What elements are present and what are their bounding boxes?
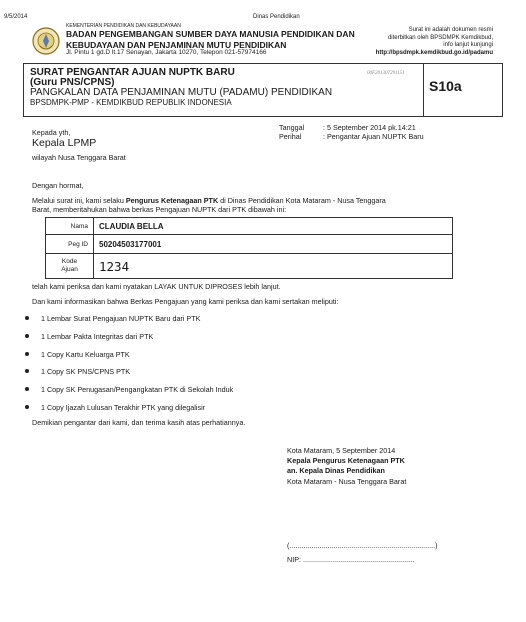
attachment-list: [23, 314, 233, 421]
print-header-title: Dinas Pendidikan: [253, 14, 300, 20]
document-code: 00F201307291151: [367, 71, 405, 76]
signature-nip-line: NIP: ........................................................: [287, 555, 415, 564]
recipient-region: wilayah Nusa Tenggara Barat: [32, 153, 126, 162]
agency-name-line1: BADAN PENGEMBANGAN SUMBER DAYA MANUSIA PENDIDIKAN DAN: [66, 29, 355, 39]
date-label: Tanggal: [279, 123, 305, 132]
peg-id-value: 50204503177001: [94, 235, 453, 254]
date-value: : 5 September 2014 pk.14:21: [323, 123, 416, 132]
ptk-table: [45, 217, 453, 279]
attachments-intro: Dan kami informasikan bahwa Berkas Pengajuan yang kami periksa dan kami sertakan meliputi:: [32, 297, 339, 306]
peg-id-label: Peg ID: [46, 235, 94, 254]
bullet-icon: [25, 316, 29, 320]
note-line1: Surat ini adalah dokumen resmi: [408, 27, 493, 33]
letter-title: SURAT PENGANTAR AJUAN NUPTK BARU: [30, 67, 235, 78]
attachment-label: 1 Copy Ijazah Lulusan Terakhir PTK yang dilegalisir: [41, 402, 206, 412]
intro-paragraph-line2: Barat, memberitahukan bahwa berkas Pengajuan NUPTK dari PTK dibawah ini:: [32, 205, 287, 214]
bullet-icon: [25, 334, 29, 338]
name-value: CLAUDIA BELLA: [94, 218, 453, 235]
note-url[interactable]: http://bpsdmpk.kemdikbud.go.id/padamu: [375, 49, 493, 56]
institution-name: BPSDMPK-PMP - KEMDIKBUD REPUBLIK INDONESIA: [30, 98, 232, 107]
bullet-icon: [25, 369, 29, 373]
letter-title-box: [23, 63, 503, 117]
note-line3: info lanjut kunjungi: [443, 42, 493, 48]
attachment-label: 1 Copy SK PNS/CPNS PTK: [41, 367, 131, 377]
list-item: [23, 367, 233, 385]
title-divider: [423, 64, 424, 116]
salutation: Dengan hormat,: [32, 181, 84, 190]
intro-role: Pengurus Ketenagaan PTK: [125, 196, 219, 205]
bullet-icon: [25, 387, 29, 391]
intro-paragraph-line1: [32, 196, 386, 205]
table-row: [46, 235, 453, 254]
submission-code-value: 1234: [94, 254, 453, 279]
agency-name-line2: KEBUDAYAAN DAN PENJAMINAN MUTU PENDIDIKAN: [66, 40, 287, 50]
subject-value: : Pengantar Ajuan NUPTK Baru: [323, 132, 424, 141]
closing-sentence: Demikian pengantar dari kami, dan terima kasih atas perhatiannya.: [32, 418, 246, 427]
signature-on-behalf: an. Kepala Dinas Pendidikan: [287, 466, 385, 475]
submission-code-label-line1: Kode: [61, 258, 78, 265]
attachment-label: 1 Copy Kartu Keluarga PTK: [41, 349, 130, 359]
recipient-name: Kepala LPMP: [32, 137, 97, 149]
form-code: S10a: [429, 78, 462, 94]
ministry-name: KEMENTERIAN PENDIDIKAN DAN KEBUDAYAAN: [66, 23, 181, 29]
intro-text-a: Melalui surat ini, kami selaku: [32, 196, 126, 205]
table-row: [46, 254, 453, 279]
subject-row: [279, 132, 424, 141]
signature-role: Kepala Pengurus Ketenagaan PTK: [287, 456, 405, 465]
list-item: [23, 350, 233, 368]
signature-name-line: (.........................................................................): [287, 541, 438, 550]
submission-code-label: [46, 254, 94, 279]
ministry-logo: [31, 26, 61, 56]
verification-statement: telah kami periksa dan kami nyatakan LAYAK UNTUK DIPROSES lebih lanjut.: [32, 282, 281, 291]
intro-text-b: di Dinas Pendidikan Kota Mataram - Nusa Tenggara: [218, 196, 386, 205]
system-name: PANGKALAN DATA PENJAMINAN MUTU (PADAMU) PENDIDIKAN: [30, 87, 333, 98]
list-item: [23, 314, 233, 332]
list-item: [23, 385, 233, 403]
table-row: [46, 218, 453, 235]
note-line2: diterbitkan oleh BPSDMPK Kemdikbud,: [387, 34, 493, 41]
attachment-label: 1 Lembar Surat Pengajuan NUPTK Baru dari PTK: [41, 314, 201, 323]
subject-label: Perihal: [279, 132, 302, 141]
official-document-note: [343, 27, 493, 57]
signature-office: Kota Mataram - Nusa Tenggara Barat: [287, 477, 407, 486]
attachment-label: 1 Copy SK Penugasan/Pengangkatan PTK di Sekolah Induk: [41, 385, 234, 395]
submission-code-label-line2: Ajuan: [61, 266, 78, 273]
list-item: [23, 332, 233, 350]
attachment-label: 1 Lembar Pakta Integritas dari PTK: [41, 331, 154, 341]
agency-address: Jl. Pintu 1 gd.D lt.17 Senayan, Jakarta 10270, Telepon 021-57974166: [66, 49, 267, 56]
date-row: [279, 123, 416, 132]
print-date: 9/5/2014: [4, 14, 28, 20]
signature-place-date: Kota Mataram, 5 September 2014: [287, 446, 396, 455]
letter-subtitle: (Guru PNS/CPNS): [30, 77, 115, 88]
bullet-icon: [25, 405, 29, 409]
recipient-greeting: Kepada yth,: [32, 128, 71, 137]
name-label: Nama: [46, 218, 94, 235]
bullet-icon: [25, 352, 29, 356]
